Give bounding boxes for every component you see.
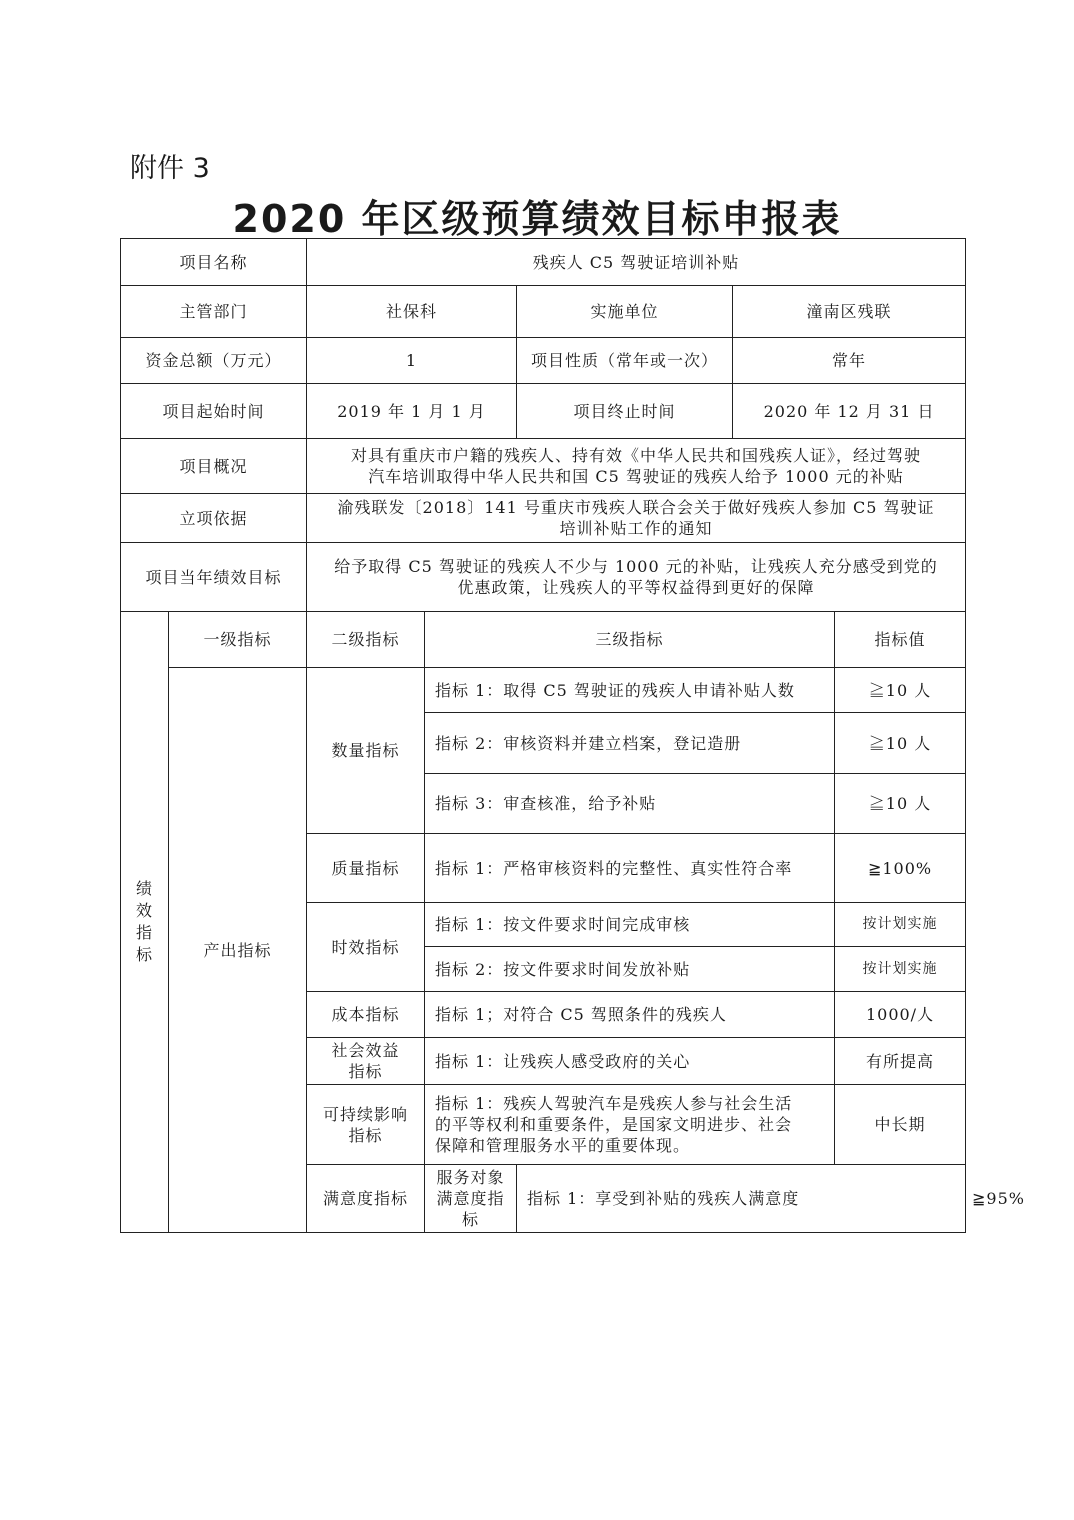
goal-value [307, 543, 966, 612]
social-benefit-indicator-label: 社会效益 指标 [307, 1038, 425, 1085]
funds-value: 1 [307, 338, 517, 384]
overview-line: 对具有重庆市户籍的残疾人、持有效《中华人民共和国残疾人证》，经过驾驶 [351, 446, 922, 465]
document-title: 2020 年区级预算绩效目标申报表 [232, 197, 842, 241]
sustainability-indicator-1-value: 中长期 [835, 1085, 966, 1165]
social-benefit-indicator-1: 指标 1：让残疾人感受政府的关心 [425, 1038, 835, 1085]
unit-label: 实施单位 [517, 286, 733, 338]
row-project-name [121, 239, 966, 286]
table-row [121, 668, 966, 713]
sustainability-indicator-label: 可持续影响 指标 [307, 1085, 425, 1165]
timeliness-indicator-1-value: 按计划实施 [835, 903, 966, 947]
nature-value: 常年 [733, 338, 966, 384]
service-satisfaction-indicator-1: 指标 1：享受到补贴的残疾人满意度 [517, 1165, 966, 1233]
quantity-indicator-3: 指标 3：审查核准，给予补贴 [425, 774, 835, 834]
output-indicator-label: 产出指标 [169, 668, 307, 1233]
social-benefit-indicator-1-value: 有所提高 [835, 1038, 966, 1085]
cost-indicator-1: 指标 1；对符合 C5 驾照条件的残疾人 [425, 992, 835, 1038]
funds-label: 资金总额（万元） [121, 338, 307, 384]
project-name-value: 残疾人 C5 驾驶证培训补贴 [307, 239, 966, 286]
nature-label: 项目性质（常年或一次） [517, 338, 733, 384]
timeliness-indicator-2-value: 按计划实施 [835, 947, 966, 992]
satisfaction-indicator-label: 满意度指标 [307, 1165, 425, 1233]
basis-line: 渝残联发〔2018〕141 号重庆市残疾人联合会关于做好残疾人参加 C5 驾驶证 [337, 498, 935, 517]
start-value: 2019 年 1 月 1 月 [307, 384, 517, 439]
quality-indicator-label: 质量指标 [307, 834, 425, 903]
quantity-indicator-3-value: ≧10 人 [835, 774, 966, 834]
quantity-indicator-1-value: ≧10 人 [835, 668, 966, 713]
quantity-indicator-label: 数量指标 [307, 668, 425, 834]
cost-indicator-label: 成本指标 [307, 992, 425, 1038]
timeliness-indicator-1: 指标 1：按文件要求时间完成审核 [425, 903, 835, 947]
table-row: 满意度指标 服务对象 满意度指标 指标 1：享受到补贴的残疾人满意度 ≧95% [121, 1165, 966, 1233]
end-label: 项目终止时间 [517, 384, 733, 439]
timeliness-indicator-label: 时效指标 [307, 903, 425, 992]
level1-header: 一级指标 [169, 612, 307, 668]
row-department [121, 286, 966, 338]
row-goal [121, 543, 966, 612]
quality-indicator-1-value: ≧100% [835, 834, 966, 903]
basis-line: 培训补贴工作的通知 [559, 519, 713, 538]
indicator-header-row [121, 612, 966, 668]
dept-label: 主管部门 [121, 286, 307, 338]
basis-value [307, 494, 966, 543]
value-header: 指标值 [835, 612, 966, 668]
timeliness-indicator-2: 指标 2：按文件要求时间发放补贴 [425, 947, 835, 992]
overview-value [307, 439, 966, 494]
sustainability-indicator-1: 指标 1：残疾人驾驶汽车是残疾人参与社会生活 的平等权利和重要条件，是国家文明进步、社会 保障和管理服务水平的重要体现。 [425, 1085, 835, 1165]
goal-label: 项目当年绩效目标 [121, 543, 307, 612]
level3-header: 三级指标 [425, 612, 835, 668]
row-time [121, 384, 966, 439]
service-satisfaction-indicator-label: 服务对象 满意度指标 [425, 1165, 517, 1233]
dept-value: 社保科 [307, 286, 517, 338]
quantity-indicator-1: 指标 1：取得 C5 驾驶证的残疾人申请补贴人数 [425, 668, 835, 713]
quantity-indicator-2-value: ≧10 人 [835, 713, 966, 774]
project-name-label: 项目名称 [121, 239, 307, 286]
budget-performance-table [120, 238, 1025, 1233]
level2-header: 二级指标 [307, 612, 425, 668]
cost-indicator-1-value: 1000/人 [835, 992, 966, 1038]
row-overview [121, 439, 966, 494]
goal-line: 优惠政策，让残疾人的平等权益得到更好的保障 [457, 578, 815, 597]
row-funds [121, 338, 966, 384]
row-basis [121, 494, 966, 543]
basis-label: 立项依据 [121, 494, 307, 543]
attachment-label: 附件 3 [130, 153, 210, 184]
performance-indicator-section-label: 绩效指标 [121, 612, 169, 1233]
overview-line: 汽车培训取得中华人民共和国 C5 驾驶证的残疾人给予 1000 元的补贴 [368, 467, 904, 486]
quantity-indicator-2: 指标 2：审核资料并建立档案，登记造册 [425, 713, 835, 774]
overview-label: 项目概况 [121, 439, 307, 494]
end-value: 2020 年 12 月 31 日 [733, 384, 966, 439]
unit-value: 潼南区残联 [733, 286, 966, 338]
goal-line: 给予取得 C5 驾驶证的残疾人不少与 1000 元的补贴，让残疾人充分感受到党的 [334, 557, 938, 576]
quality-indicator-1: 指标 1：严格审核资料的完整性、真实性符合率 [425, 834, 835, 903]
start-label: 项目起始时间 [121, 384, 307, 439]
